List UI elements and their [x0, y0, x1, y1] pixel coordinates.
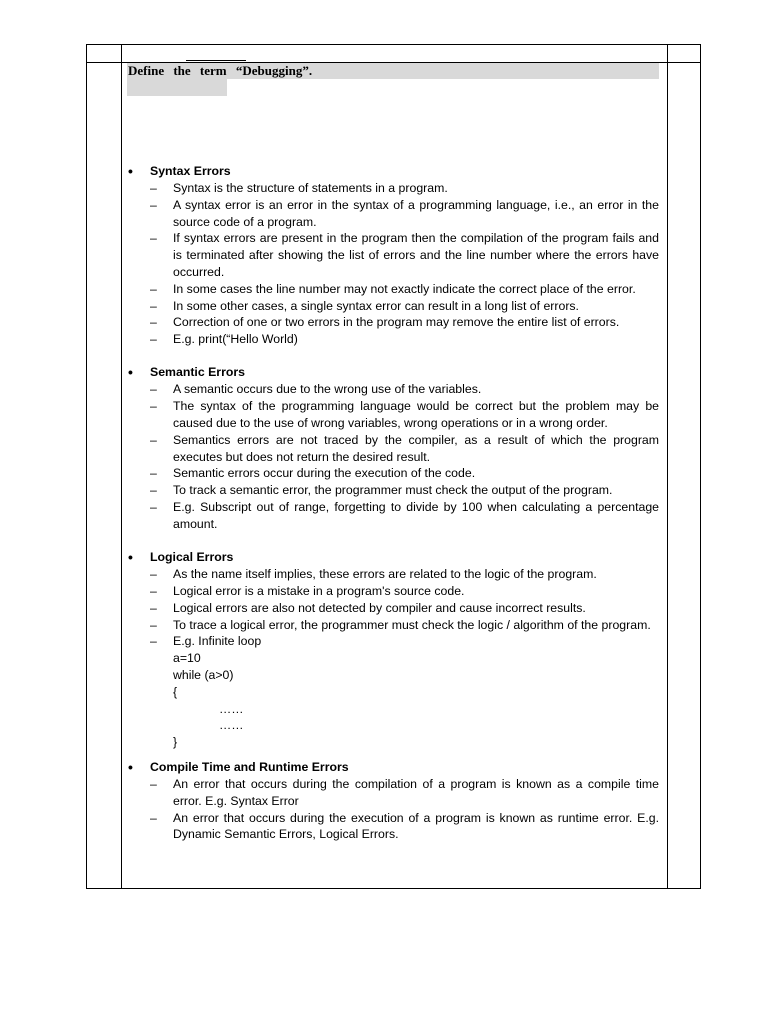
code-line: …… — [219, 718, 244, 733]
list-item: – If syntax errors are present in the program then the compilation of the program fails and is terminated after showing the list of errors and the line number where the errors have occurred. — [150, 231, 659, 279]
list-item: – To trace a logical error, the programmer must check the logic / algorithm of the program. — [150, 617, 651, 632]
bullet-icon: • — [128, 758, 133, 775]
section-semantic-errors — [127, 364, 659, 532]
list-item: – The syntax of the programming language would be correct but the problem may be caused due to the use of wrong variables, wrong operations or in a wrong order. — [150, 399, 659, 431]
section-heading: • Logical Errors — [128, 549, 234, 566]
list-item: – E.g. Subscript out of range, forgetting to divide by 100 when calculating a percentage amount. — [150, 500, 659, 531]
dash-icon: – — [150, 332, 157, 347]
dash-icon: – — [150, 483, 157, 498]
list-item: – As the name itself implies, these errors are related to the logic of the program. — [150, 567, 597, 582]
bullet-icon: • — [128, 364, 133, 381]
list-item: – Semantics errors are not traced by the compiler, as a result of which the program executes but does not return the desired result. — [150, 432, 659, 464]
section-logical-errors — [127, 549, 659, 751]
list-item: – Syntax is the structure of statements in a program. — [150, 181, 448, 195]
dash-icon: – — [150, 567, 157, 582]
code-line: { — [173, 684, 178, 699]
code-line: } — [173, 735, 178, 750]
dash-icon: – — [150, 500, 157, 515]
dash-icon: – — [150, 810, 157, 825]
list-item: – E.g. Infinite loop — [150, 634, 262, 649]
blank-underline — [186, 60, 246, 61]
question-highlight-tail — [127, 79, 227, 96]
section-syntax-errors — [127, 163, 659, 348]
list-item: – Logical errors are also not detected by compiler and cause incorrect results. — [150, 600, 586, 615]
code-line: while (a>0) — [173, 667, 234, 682]
column-divider-right — [667, 45, 668, 888]
list-item: – Semantic errors occur during the execution of the code. — [150, 466, 476, 481]
list-item: – A syntax error is an error in the syntax of a programming language, i.e., an error in the source code of a program. — [150, 197, 659, 229]
dash-icon: – — [150, 197, 157, 212]
list-item: – In some other cases, a single syntax error can result in a long list of errors. — [150, 298, 579, 313]
column-divider-left — [121, 45, 122, 888]
section-compile-runtime-errors — [127, 759, 659, 843]
dash-icon: – — [150, 466, 157, 481]
dash-icon: – — [150, 181, 157, 195]
dash-icon: – — [150, 298, 157, 313]
list-item: – Correction of one or two errors in the program may remove the entire list of errors. — [150, 315, 620, 330]
list-item: – Logical error is a mistake in a program's source code. — [150, 583, 465, 598]
code-line: a=10 — [173, 651, 201, 666]
bullet-icon: • — [128, 549, 133, 566]
list-item: – A semantic occurs due to the wrong use of the variables. — [150, 382, 482, 397]
section-heading: • Compile Time and Runtime Errors — [128, 758, 349, 775]
section-heading: • Semantic Errors — [128, 364, 246, 381]
list-item: – An error that occurs during the compilation of a program is known as a compile time error. E.g. Syntax Error — [150, 776, 659, 808]
dash-icon: – — [150, 231, 157, 246]
list-item: – To track a semantic error, the programmer must check the output of the program. — [150, 483, 613, 498]
dash-icon: – — [150, 315, 157, 330]
dash-icon: – — [150, 776, 157, 791]
list-item: – E.g. print(“Hello World) — [150, 332, 298, 347]
dash-icon: – — [150, 600, 157, 615]
question-text: Define the term “Debugging”. — [128, 63, 313, 78]
answer-content — [127, 163, 659, 843]
dash-icon: – — [150, 617, 157, 632]
list-item: – An error that occurs during the execution of a program is known as runtime error. E.g. Dynamic Semantic Errors, Logical Errors. — [150, 810, 659, 842]
dash-icon: – — [150, 634, 157, 649]
dash-icon: – — [150, 583, 157, 598]
bullet-icon: • — [128, 163, 133, 179]
code-line: …… — [219, 701, 244, 716]
dash-icon: – — [150, 281, 157, 296]
dash-icon: – — [150, 382, 157, 397]
list-item: – In some cases the line number may not exactly indicate the correct place of the error. — [150, 281, 636, 296]
dash-icon: – — [150, 399, 157, 414]
section-heading: • Syntax Errors — [128, 163, 231, 179]
dash-icon: – — [150, 432, 157, 447]
